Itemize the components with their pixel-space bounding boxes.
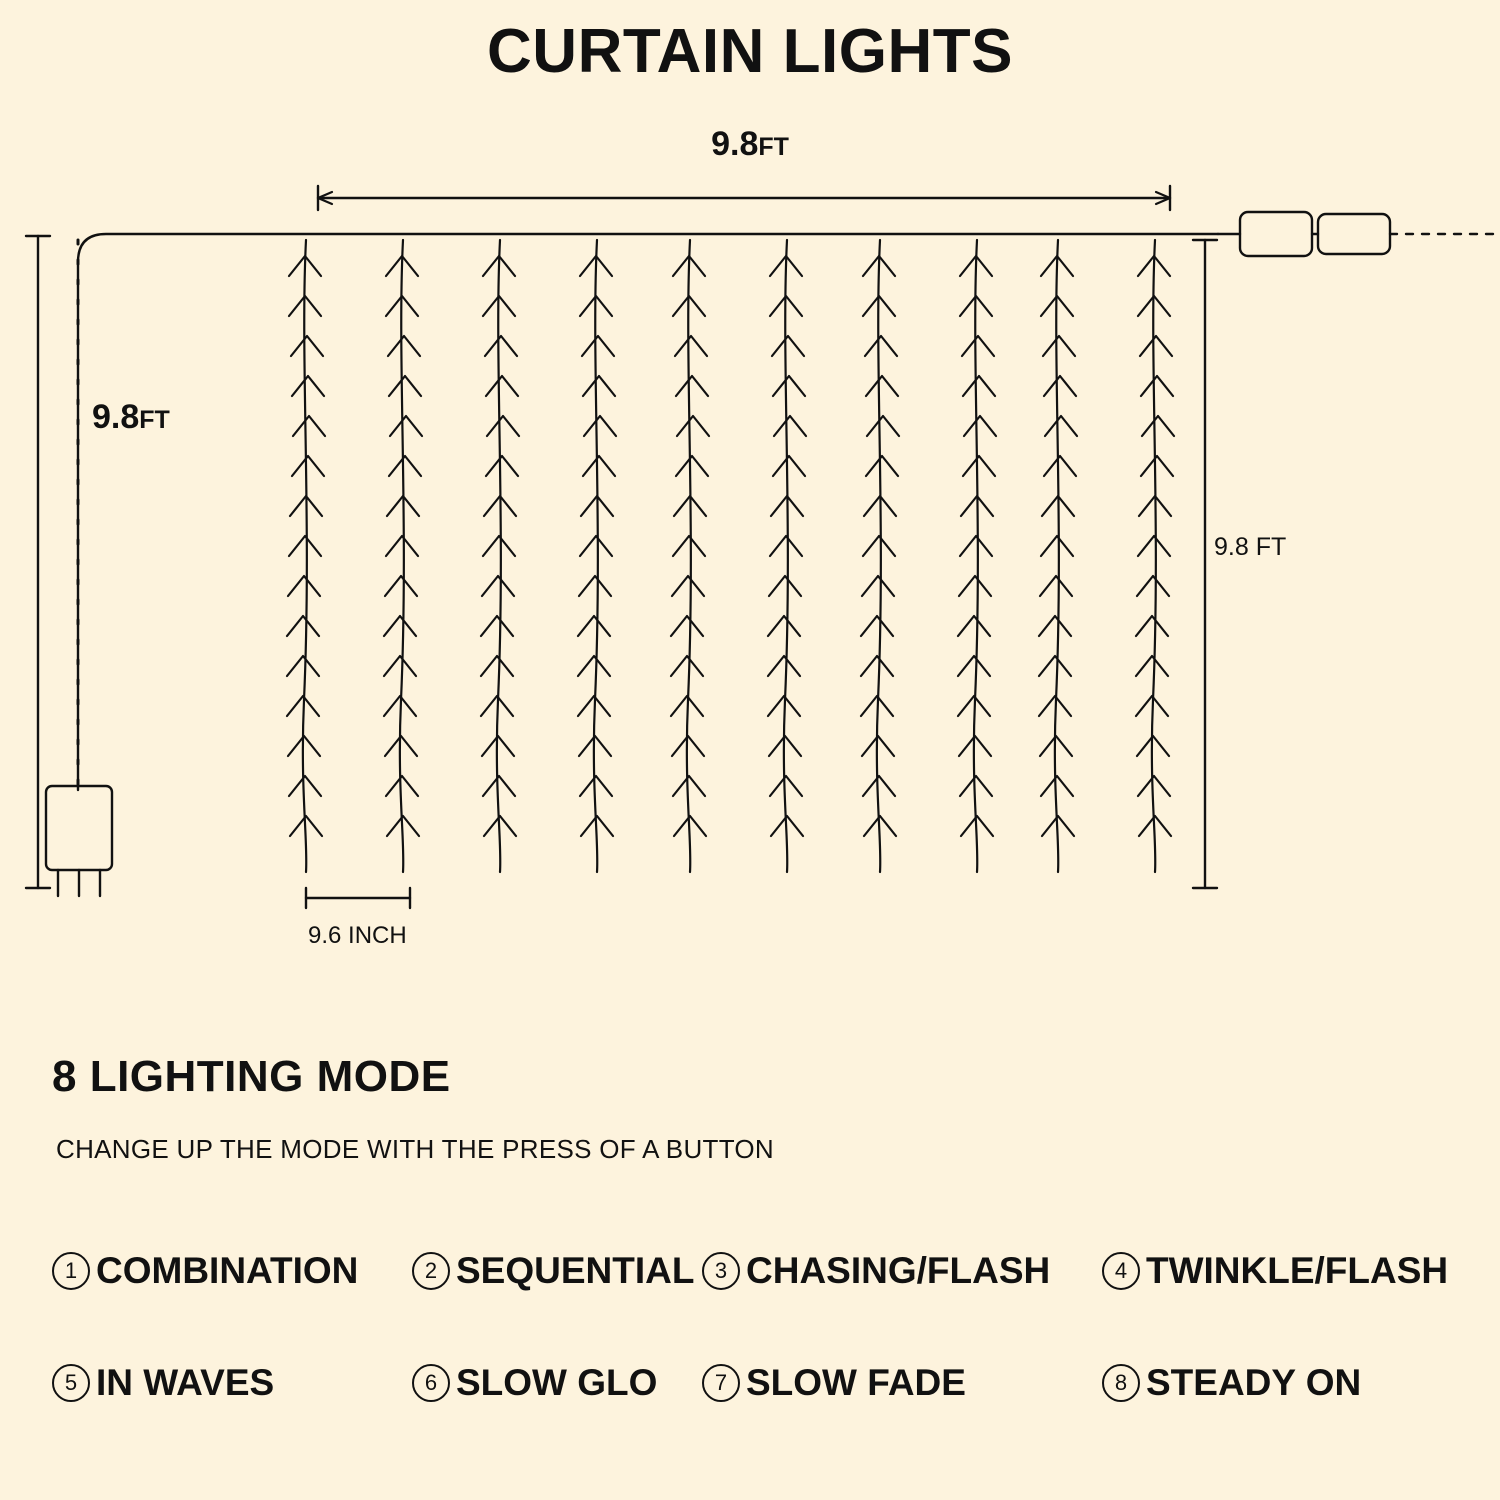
- light-strand: [578, 240, 616, 872]
- strand-spacing-dimension-label: 9.6 INCH: [308, 922, 407, 949]
- light-strand: [1039, 240, 1077, 872]
- mode-number: 8: [1102, 1364, 1140, 1402]
- mode-label: COMBINATION: [96, 1250, 359, 1291]
- right-height-dimension-label: 9.8 FT: [1214, 533, 1287, 561]
- mode-label: TWINKLE/FLASH: [1146, 1250, 1449, 1291]
- modes-heading: 8 LIGHTING MODE: [52, 1052, 451, 1101]
- light-strand: [768, 240, 806, 872]
- mode-number: 7: [702, 1364, 740, 1402]
- light-strand: [861, 240, 899, 872]
- left-height-value: 9.8: [92, 398, 140, 436]
- mode-label: STEADY ON: [1146, 1362, 1362, 1403]
- mode-item: [702, 1362, 1102, 1404]
- light-strand: [287, 240, 325, 872]
- mode-item: [52, 1250, 412, 1292]
- right-dimension-line: [1193, 240, 1217, 888]
- spacing-dimension-line: [306, 888, 410, 908]
- mode-item: [1102, 1362, 1452, 1404]
- mode-item: [1102, 1250, 1452, 1292]
- left-dimension-line: [26, 236, 78, 888]
- mode-label: CHASING/FLASH: [746, 1250, 1051, 1291]
- light-strand: [958, 240, 996, 872]
- mode-number: 3: [702, 1252, 740, 1290]
- modes-row: [52, 1215, 1452, 1327]
- mode-label: SLOW GLO: [456, 1362, 658, 1403]
- light-strand: [481, 240, 519, 872]
- mode-number: 6: [412, 1364, 450, 1402]
- mode-number: 5: [52, 1364, 90, 1402]
- mode-label: SEQUENTIAL: [456, 1250, 695, 1291]
- mode-label: SLOW FADE: [746, 1362, 966, 1403]
- page-title: CURTAIN LIGHTS: [487, 17, 1013, 86]
- modes-row: [52, 1327, 1452, 1439]
- mode-number: 4: [1102, 1252, 1140, 1290]
- light-strand: [671, 240, 709, 872]
- mode-number: 1: [52, 1252, 90, 1290]
- light-strand: [1136, 240, 1174, 872]
- top-width-value: 9.8: [711, 125, 759, 163]
- mode-label: IN WAVES: [96, 1362, 275, 1403]
- lighting-modes-grid: [52, 1215, 1452, 1439]
- mode-item: [702, 1250, 1102, 1292]
- mode-item: [52, 1362, 412, 1404]
- light-strand: [384, 240, 422, 872]
- mode-item: [412, 1250, 702, 1292]
- mode-number: 2: [412, 1252, 450, 1290]
- power-adapter-icon: [46, 786, 112, 896]
- light-strands: [287, 240, 1174, 872]
- modes-subheading: CHANGE UP THE MODE WITH THE PRESS OF A BUTTON: [56, 1134, 775, 1164]
- usb-connector-icon: [1218, 212, 1500, 256]
- left-height-unit: FT: [139, 406, 170, 434]
- top-dimension-line: [318, 186, 1170, 210]
- top-width-unit: FT: [758, 133, 789, 161]
- mode-item: [412, 1362, 702, 1404]
